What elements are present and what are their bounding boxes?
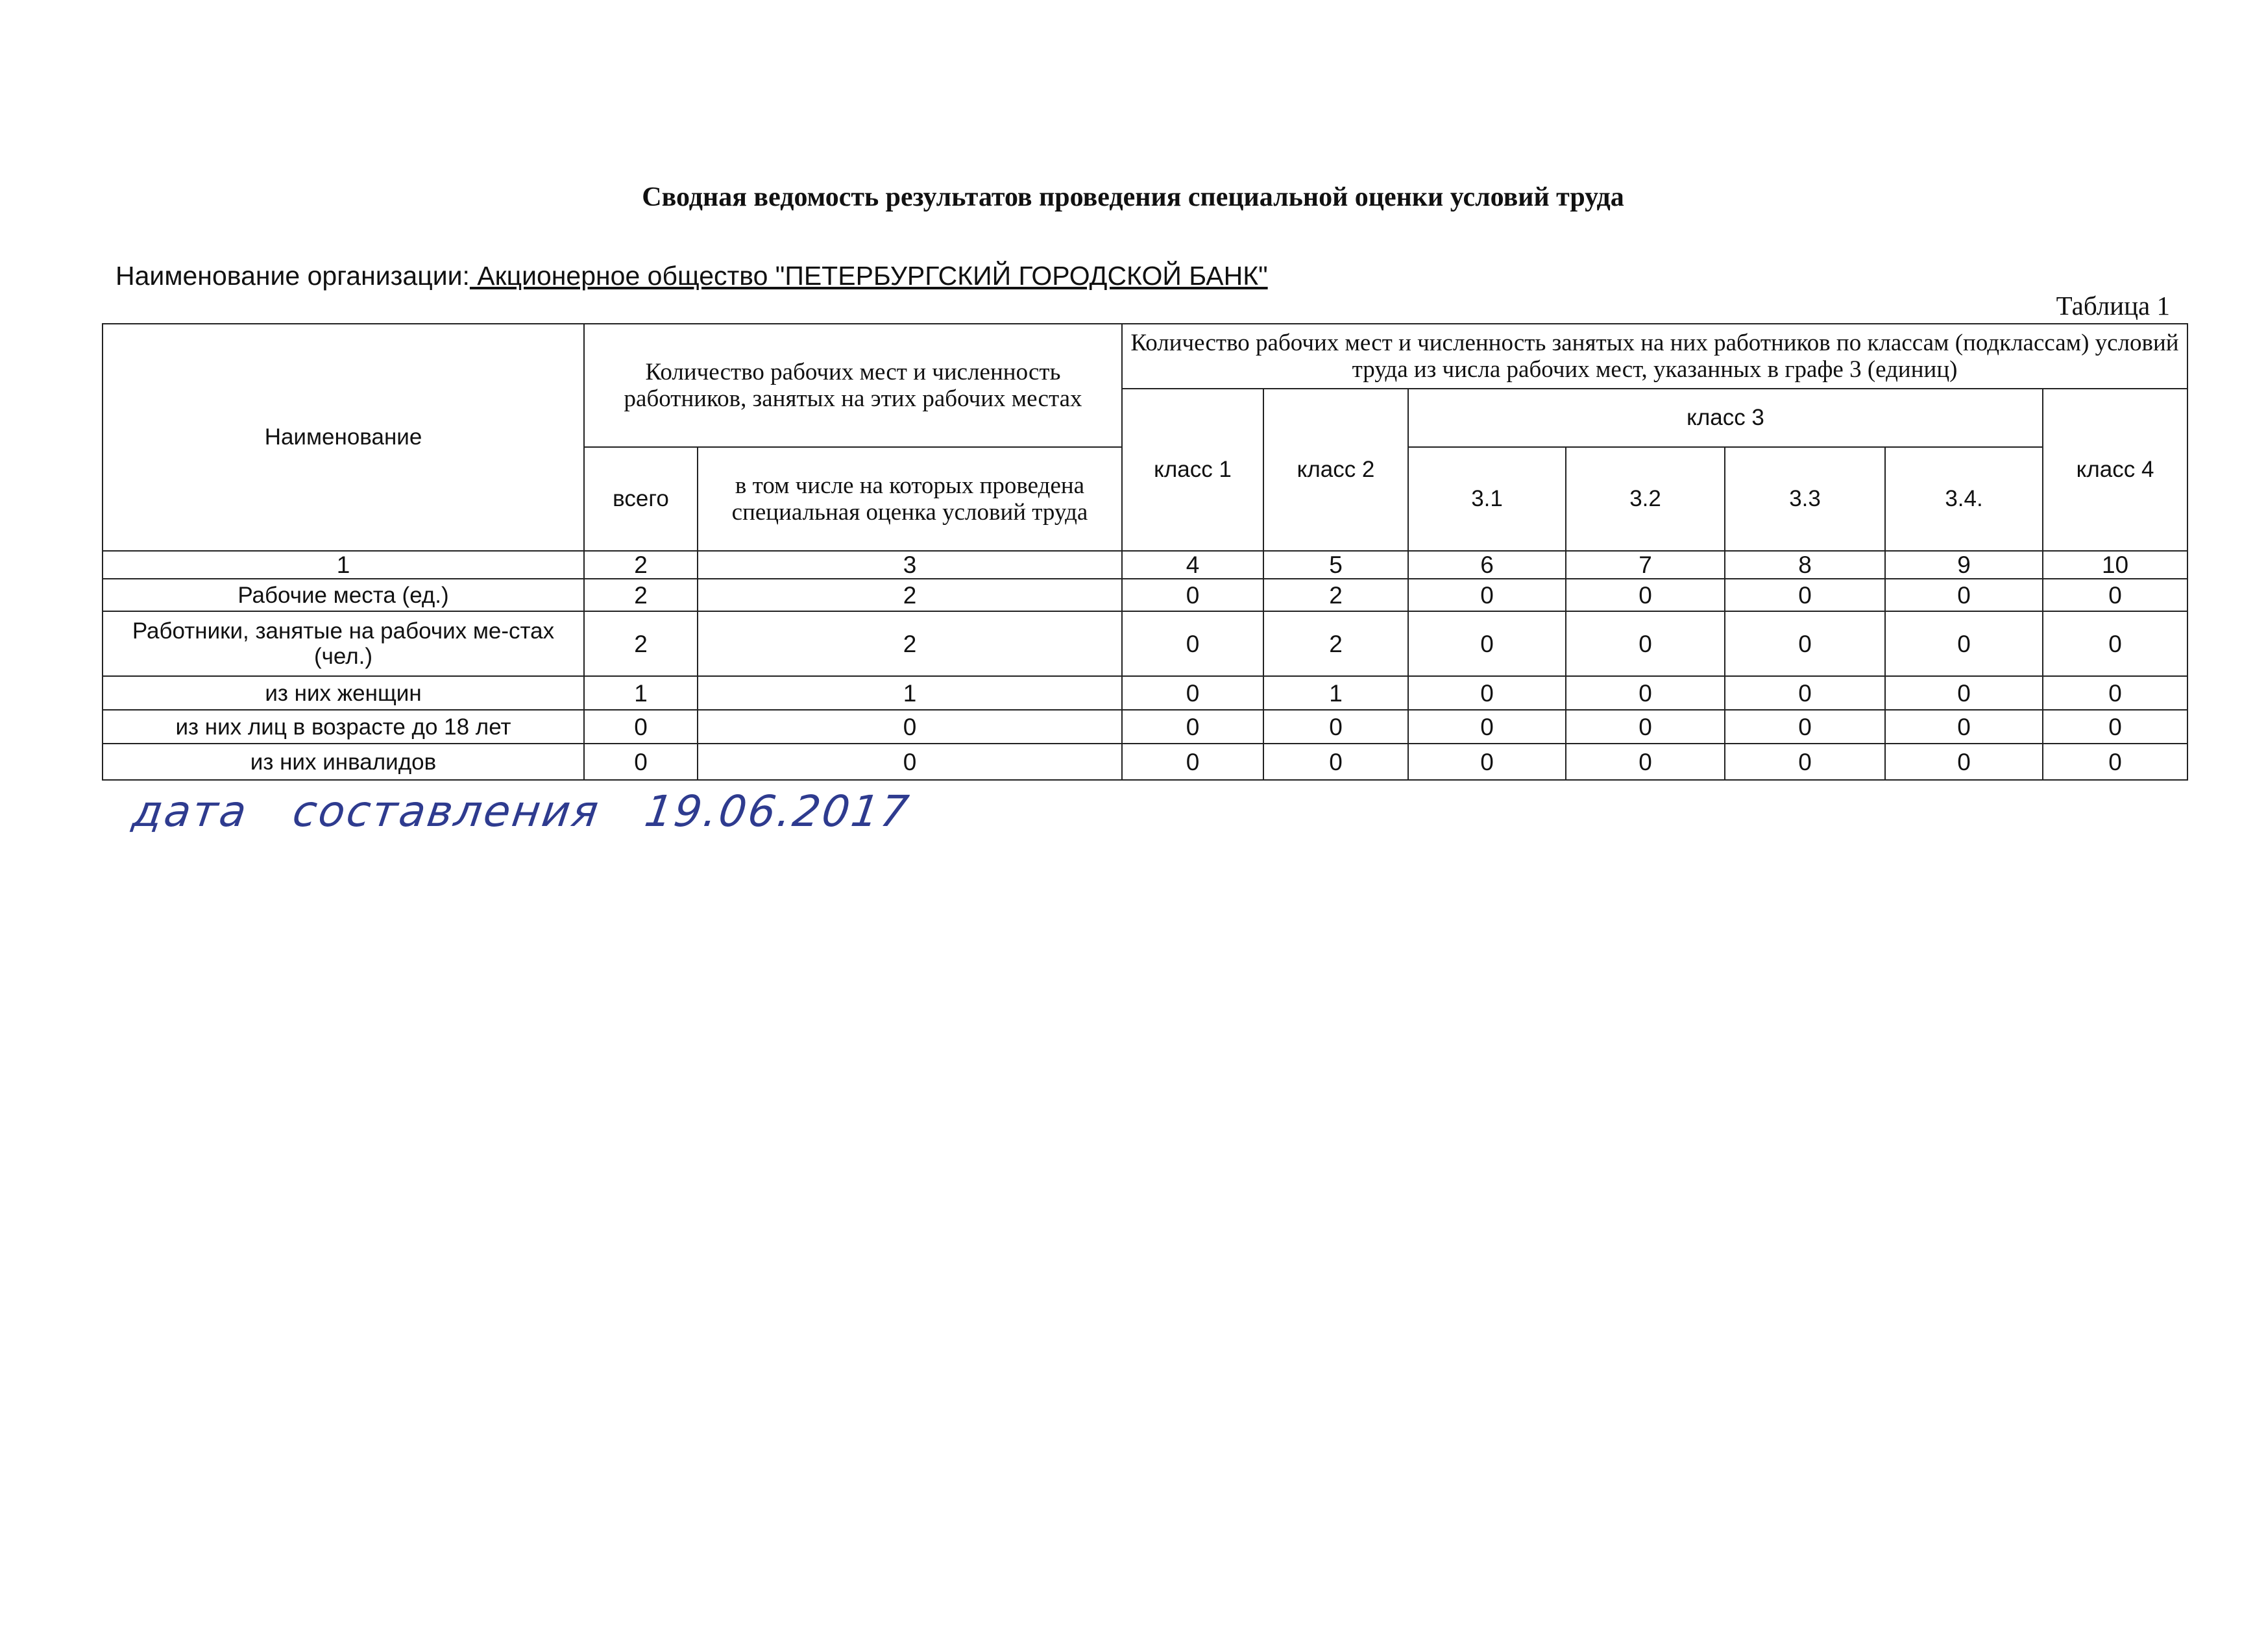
header-class1: класс 1 [1122, 389, 1263, 551]
organization-name: Акционерное общество "ПЕТЕРБУРГСКИЙ ГОРОДСКОЙ БАНК" [469, 261, 1268, 291]
cell-value: 0 [1122, 710, 1263, 744]
row-label: Рабочие места (ед.) [103, 579, 584, 611]
cell-value: 0 [1725, 744, 1885, 780]
header-total: всего [584, 447, 698, 551]
column-number-row [103, 551, 2187, 579]
handwritten-label-word1: дата [129, 786, 252, 836]
column-number: 3 [698, 551, 1122, 579]
cell-value: 2 [584, 611, 698, 676]
row-label: из них женщин [103, 676, 584, 710]
cell-value: 0 [698, 744, 1122, 780]
summary-table [102, 323, 2188, 781]
column-number: 4 [1122, 551, 1263, 579]
cell-value: 2 [584, 579, 698, 611]
cell-value: 0 [1725, 611, 1885, 676]
cell-value: 0 [584, 710, 698, 744]
header-sub-3-3: 3.3 [1725, 447, 1885, 551]
cell-value: 0 [1122, 676, 1263, 710]
cell-value: 2 [1263, 579, 1408, 611]
cell-value: 0 [1122, 611, 1263, 676]
cell-value: 0 [1885, 744, 2043, 780]
table-row [103, 676, 2187, 710]
cell-value: 0 [1725, 710, 1885, 744]
header-classes-group: Количество рабочих мест и численность занятых на них работников по классам (подклассам) условий труда из числа рабочих мест, указанных в графе 3 (единиц) [1122, 324, 2187, 389]
header-class3: класс 3 [1408, 389, 2043, 447]
cell-value: 0 [1885, 579, 2043, 611]
row-label: из них лиц в возрасте до 18 лет [103, 710, 584, 744]
cell-value: 0 [1408, 676, 1566, 710]
cell-value: 1 [698, 676, 1122, 710]
cell-value: 0 [1263, 744, 1408, 780]
cell-value: 0 [584, 744, 698, 780]
row-label: Работники, занятые на рабочих ме-стах (чел.) [103, 611, 584, 676]
table-caption: Таблица 1 [2056, 291, 2170, 321]
header-name: Наименование [103, 324, 584, 551]
cell-value: 0 [1566, 579, 1725, 611]
cell-value: 0 [1566, 710, 1725, 744]
column-number: 7 [1566, 551, 1725, 579]
header-sub-3-4: 3.4. [1885, 447, 2043, 551]
header-class2: класс 2 [1263, 389, 1408, 551]
header-sub-3-1: 3.1 [1408, 447, 1566, 551]
cell-value: 0 [1885, 676, 2043, 710]
table-row [103, 710, 2187, 744]
table-row [103, 579, 2187, 611]
cell-value: 0 [1263, 710, 1408, 744]
cell-value: 0 [1408, 744, 1566, 780]
handwritten-date-note [130, 786, 959, 836]
handwritten-label-word2: составления [289, 786, 603, 836]
organization-label: Наименование организации: [116, 261, 470, 291]
cell-value: 0 [1566, 676, 1725, 710]
cell-value: 0 [2043, 744, 2187, 780]
cell-value: 0 [1566, 611, 1725, 676]
cell-value: 0 [1122, 579, 1263, 611]
cell-value: 0 [2043, 611, 2187, 676]
handwritten-date: 19.06.2017 [641, 786, 914, 836]
cell-value: 0 [1122, 744, 1263, 780]
cell-value: 2 [698, 579, 1122, 611]
cell-value: 0 [1408, 579, 1566, 611]
header-assessed: в том числе на которых проведена специальная оценка условий труда [698, 447, 1122, 551]
cell-value: 0 [2043, 710, 2187, 744]
column-number: 8 [1725, 551, 1885, 579]
cell-value: 0 [2043, 676, 2187, 710]
cell-value: 0 [2043, 579, 2187, 611]
column-number: 2 [584, 551, 698, 579]
cell-value: 2 [698, 611, 1122, 676]
table-row [103, 744, 2187, 780]
header-row-1 [103, 324, 2187, 389]
table-row [103, 611, 2187, 676]
cell-value: 0 [1725, 676, 1885, 710]
cell-value: 1 [584, 676, 698, 710]
cell-value: 0 [698, 710, 1122, 744]
column-number: 5 [1263, 551, 1408, 579]
cell-value: 0 [1566, 744, 1725, 780]
cell-value: 0 [1408, 611, 1566, 676]
cell-value: 0 [1885, 611, 2043, 676]
header-count-group: Количество рабочих мест и численность работников, занятых на этих рабочих местах [584, 324, 1122, 447]
page-title: Сводная ведомость результатов проведения специальной оценки условий труда [642, 182, 1624, 212]
cell-value: 0 [1725, 579, 1885, 611]
cell-value: 2 [1263, 611, 1408, 676]
organization-line [116, 261, 1268, 291]
row-label: из них инвалидов [103, 744, 584, 780]
header-sub-3-2: 3.2 [1566, 447, 1725, 551]
column-number: 1 [103, 551, 584, 579]
column-number: 6 [1408, 551, 1566, 579]
cell-value: 1 [1263, 676, 1408, 710]
column-number: 9 [1885, 551, 2043, 579]
column-number: 10 [2043, 551, 2187, 579]
cell-value: 0 [1885, 710, 2043, 744]
cell-value: 0 [1408, 710, 1566, 744]
header-class4: класс 4 [2043, 389, 2187, 551]
